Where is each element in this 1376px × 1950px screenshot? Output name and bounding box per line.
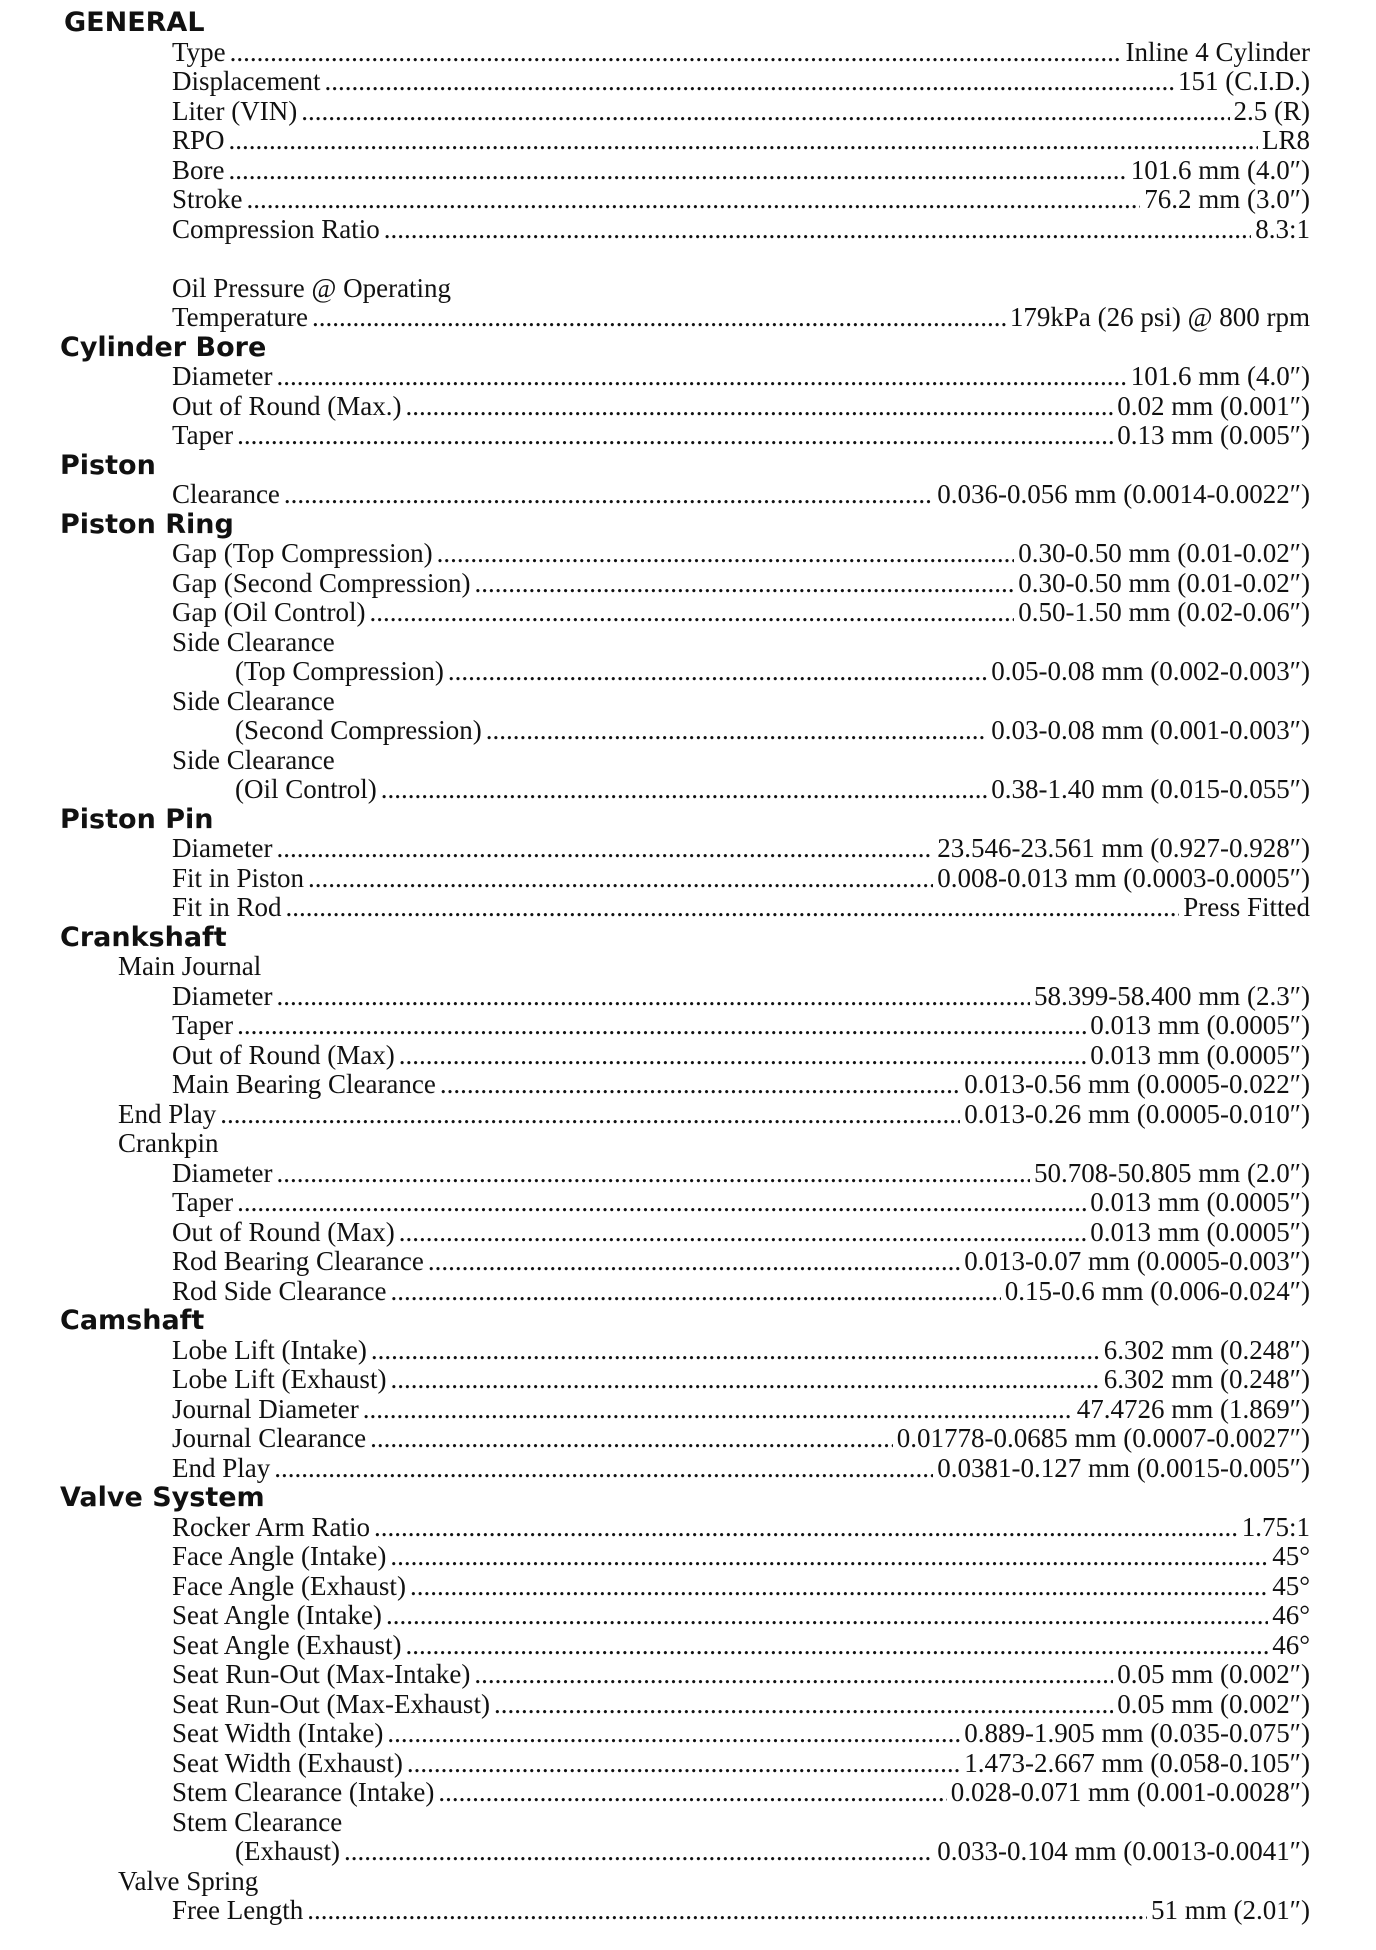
spec-row-mj-diameter — [60, 982, 1310, 1012]
spec-label: Journal Diameter — [172, 1393, 359, 1424]
spec-value: 0.028-0.071 mm (0.001-0.0028″) — [950, 1777, 1310, 1807]
section-heading-camshaft: Camshaft — [60, 1305, 205, 1336]
spec-value: 0.30-0.50 mm (0.01-0.02″) — [1018, 538, 1310, 568]
spec-label: Bore — [172, 154, 225, 185]
spec-label: Out of Round (Max.) — [172, 390, 402, 421]
spec-label: Fit in Piston — [172, 862, 305, 893]
spec-row-pin-diameter — [60, 834, 1310, 864]
spec-value: 1.473-2.667 mm (0.058-0.105″) — [964, 1747, 1310, 1778]
spec-row-stroke — [60, 185, 1310, 215]
spec-label: Seat Width (Intake) — [172, 1718, 384, 1748]
spec-label-side-clearance: Side Clearance — [172, 744, 335, 775]
spec-label: Diameter — [172, 361, 273, 391]
section-heading-crankshaft: Crankshaft — [60, 921, 227, 953]
blank-line — [60, 244, 1310, 274]
spec-label: Rod Bearing Clearance — [172, 1246, 424, 1276]
spec-row-lobe-exhaust — [60, 1365, 1310, 1395]
spec-value: 0.013 mm (0.0005″) — [1090, 1010, 1310, 1040]
spec-value: 0.05 mm (0.002″) — [1117, 1659, 1310, 1689]
spec-row-oil-temperature — [60, 303, 1310, 333]
spec-row-side-second — [60, 716, 1310, 746]
spec-label: Stroke — [172, 184, 243, 214]
spec-row-displacement — [60, 67, 1310, 97]
spec-row-cp-taper — [60, 1188, 1310, 1218]
spec-row-crank-end-play — [60, 1100, 1310, 1130]
spec-subheading-crankpin: Crankpin — [118, 1128, 219, 1158]
spec-label: (Exhaust) — [235, 1836, 340, 1866]
spec-value: 0.013 mm (0.0005″) — [1090, 1216, 1310, 1247]
spec-label: Fit in Rod — [172, 892, 282, 922]
spec-value: 0.0381-0.127 mm (0.0015-0.005″) — [937, 1452, 1310, 1483]
spec-value: 45° — [1272, 1570, 1310, 1601]
spec-value: 0.013-0.26 mm (0.0005-0.010″) — [964, 1098, 1310, 1129]
spec-label: Diameter — [172, 1157, 273, 1188]
spec-row-bore-out-of-round — [60, 392, 1310, 422]
spec-row-mj-bearing-clearance — [60, 1070, 1310, 1100]
spec-value: 0.013-0.56 mm (0.0005-0.022″) — [964, 1069, 1310, 1099]
spec-value: 0.02 mm (0.001″) — [1117, 390, 1310, 421]
section-heading-piston-ring: Piston Ring — [60, 508, 234, 540]
spec-value: 0.50-1.50 mm (0.02-0.06″) — [1018, 597, 1310, 627]
spec-row-gap-second — [60, 569, 1310, 599]
spec-value: 0.889-1.905 mm (0.035-0.075″) — [964, 1718, 1310, 1748]
section-heading-piston: Piston — [60, 449, 156, 481]
spec-value: 76.2 mm (3.0″) — [1144, 184, 1310, 214]
spec-row-cam-end-play — [60, 1454, 1310, 1484]
spec-value: 51 mm (2.01″) — [1151, 1895, 1310, 1925]
spec-value: 2.5 (R) — [1233, 95, 1310, 126]
spec-label: Face Angle (Exhaust) — [172, 1570, 406, 1601]
spec-row-free-length — [60, 1896, 1310, 1926]
spec-row-cp-bearing-clearance — [60, 1247, 1310, 1277]
spec-label: Rod Side Clearance — [172, 1275, 387, 1306]
spec-row-rpo — [60, 126, 1310, 156]
spec-label: Out of Round (Max) — [172, 1039, 395, 1070]
spec-row-gap-oil — [60, 598, 1310, 628]
spec-row-face-angle-exhaust — [60, 1572, 1310, 1602]
spec-row-side-oil — [60, 775, 1310, 805]
spec-value: 6.302 mm (0.248″) — [1103, 1364, 1310, 1394]
spec-value: 8.3:1 — [1255, 213, 1310, 244]
spec-label: Gap (Oil Control) — [172, 597, 366, 627]
spec-label: Displacement — [172, 66, 321, 96]
spec-row-seat-width-exhaust — [60, 1749, 1310, 1779]
spec-label: Seat Run-Out (Max-Intake) — [172, 1659, 471, 1689]
section-heading-cylinder-bore: Cylinder Bore — [60, 331, 267, 363]
spec-label-side-clearance: Side Clearance — [172, 626, 335, 657]
spec-row-runout-intake — [60, 1660, 1310, 1690]
spec-label: Rocker Arm Ratio — [172, 1511, 370, 1542]
spec-value: 45° — [1272, 1541, 1310, 1571]
spec-row-side-top — [60, 657, 1310, 687]
spec-value: LR8 — [1261, 125, 1310, 155]
spec-row-compression-ratio — [60, 215, 1310, 245]
spec-value: 101.6 mm (4.0″) — [1130, 361, 1310, 391]
spec-row-liter — [60, 97, 1310, 127]
spec-value: Inline 4 Cylinder — [1125, 36, 1310, 67]
spec-label: (Second Compression) — [235, 715, 482, 745]
spec-value: 0.03-0.08 mm (0.001-0.003″) — [991, 715, 1310, 745]
spec-label-side-clearance: Side Clearance — [172, 685, 335, 716]
spec-label: Lobe Lift (Intake) — [172, 1334, 367, 1365]
spec-row-runout-exhaust — [60, 1690, 1310, 1720]
spec-label-oil-pressure: Oil Pressure @ Operating — [172, 272, 452, 303]
spec-value: 0.013-0.07 mm (0.0005-0.003″) — [964, 1246, 1310, 1276]
spec-row-mj-taper — [60, 1011, 1310, 1041]
spec-value: 46° — [1272, 1629, 1310, 1660]
spec-value: 0.13 mm (0.005″) — [1117, 420, 1310, 450]
spec-row-stem-clearance-exhaust — [60, 1837, 1310, 1867]
spec-row-stem-clearance-intake — [60, 1778, 1310, 1808]
spec-value: Press Fitted — [1183, 892, 1310, 922]
spec-row-cp-side-clearance — [60, 1277, 1310, 1307]
spec-value: 0.013 mm (0.0005″) — [1090, 1187, 1310, 1217]
spec-row-cp-out-of-round — [60, 1218, 1310, 1248]
spec-value: 0.30-0.50 mm (0.01-0.02″) — [1018, 567, 1310, 598]
spec-label: Lobe Lift (Exhaust) — [172, 1364, 387, 1394]
spec-value: 0.15-0.6 mm (0.006-0.024″) — [1004, 1275, 1310, 1306]
spec-label: Compression Ratio — [172, 213, 380, 244]
spec-row-mj-out-of-round — [60, 1041, 1310, 1071]
engine-spec-sheet — [60, 8, 1310, 1926]
spec-value: 151 (C.I.D.) — [1178, 66, 1310, 96]
spec-row-type — [60, 38, 1310, 68]
spec-label: Seat Angle (Intake) — [172, 1600, 382, 1630]
spec-value: 0.05 mm (0.002″) — [1117, 1688, 1310, 1719]
spec-value: 0.05-0.08 mm (0.002-0.003″) — [991, 656, 1310, 686]
spec-label: Liter (VIN) — [172, 95, 298, 126]
spec-label: Taper — [172, 420, 234, 450]
spec-row-seat-width-intake — [60, 1719, 1310, 1749]
spec-label-stem-clearance: Stem Clearance — [172, 1806, 343, 1837]
spec-row-bore — [60, 156, 1310, 186]
spec-value: 101.6 mm (4.0″) — [1130, 154, 1310, 185]
spec-value: 0.036-0.056 mm (0.0014-0.0022″) — [937, 479, 1310, 509]
spec-value: 179kPa (26 psi) @ 800 rpm — [1009, 302, 1310, 332]
spec-value: 46° — [1272, 1600, 1310, 1630]
spec-row-journal-diameter — [60, 1395, 1310, 1425]
spec-label: Taper — [172, 1187, 234, 1217]
spec-row-pin-fit-piston — [60, 864, 1310, 894]
section-heading-piston-pin: Piston Pin — [60, 803, 214, 835]
spec-label: Temperature — [172, 302, 309, 332]
spec-value: 0.033-0.104 mm (0.0013-0.0041″) — [937, 1836, 1310, 1866]
spec-value: 0.38-1.40 mm (0.015-0.055″) — [991, 774, 1310, 804]
spec-label: Taper — [172, 1010, 234, 1040]
spec-label: Diameter — [172, 833, 273, 863]
spec-label: Type — [172, 36, 226, 67]
spec-label: End Play — [172, 1452, 271, 1483]
spec-row-bore-diameter — [60, 362, 1310, 392]
spec-label: Clearance — [172, 479, 280, 509]
section-heading-valve-system: Valve System — [60, 1482, 265, 1513]
spec-row-cp-diameter — [60, 1159, 1310, 1189]
spec-subheading-main-journal: Main Journal — [118, 951, 262, 981]
spec-row-journal-clearance — [60, 1424, 1310, 1454]
spec-value: 0.01778-0.0685 mm (0.0007-0.0027″) — [896, 1423, 1310, 1453]
spec-label: (Top Compression) — [235, 656, 444, 686]
spec-label: Face Angle (Intake) — [172, 1541, 387, 1571]
spec-label: Out of Round (Max) — [172, 1216, 395, 1247]
spec-label: End Play — [118, 1098, 217, 1129]
spec-value: 6.302 mm (0.248″) — [1103, 1334, 1310, 1365]
spec-row-seat-angle-exhaust — [60, 1631, 1310, 1661]
spec-row-piston-clearance — [60, 480, 1310, 510]
spec-row-gap-top — [60, 539, 1310, 569]
spec-label: Journal Clearance — [172, 1423, 367, 1453]
spec-row-seat-angle-intake — [60, 1601, 1310, 1631]
spec-value: 0.013 mm (0.0005″) — [1090, 1039, 1310, 1070]
spec-value: 1.75:1 — [1241, 1511, 1310, 1542]
spec-label: Seat Angle (Exhaust) — [172, 1629, 402, 1660]
spec-row-lobe-intake — [60, 1336, 1310, 1366]
spec-value: 50.708-50.805 mm (2.0″) — [1034, 1157, 1310, 1188]
spec-label: RPO — [172, 125, 225, 155]
spec-label: Gap (Second Compression) — [172, 567, 471, 598]
spec-value: 58.399-58.400 mm (2.3″) — [1034, 980, 1310, 1011]
spec-value: 47.4726 mm (1.869″) — [1076, 1393, 1310, 1424]
spec-row-rocker-ratio — [60, 1513, 1310, 1543]
spec-row-pin-fit-rod — [60, 893, 1310, 923]
section-heading-general: GENERAL — [64, 7, 205, 38]
spec-label: Free Length — [172, 1895, 304, 1925]
spec-value: 0.008-0.013 mm (0.0003-0.0005″) — [937, 862, 1310, 893]
spec-label: Seat Run-Out (Max-Exhaust) — [172, 1688, 490, 1719]
spec-row-bore-taper — [60, 421, 1310, 451]
spec-label: (Oil Control) — [235, 774, 377, 804]
spec-label: Gap (Top Compression) — [172, 538, 433, 568]
spec-label: Diameter — [172, 980, 273, 1011]
spec-subheading-valve-spring: Valve Spring — [118, 1865, 259, 1896]
spec-row-face-angle-intake — [60, 1542, 1310, 1572]
spec-value: 23.546-23.561 mm (0.927-0.928″) — [937, 833, 1310, 863]
spec-label: Stem Clearance (Intake) — [172, 1777, 435, 1807]
spec-label: Main Bearing Clearance — [172, 1069, 436, 1099]
spec-label: Seat Width (Exhaust) — [172, 1747, 403, 1778]
